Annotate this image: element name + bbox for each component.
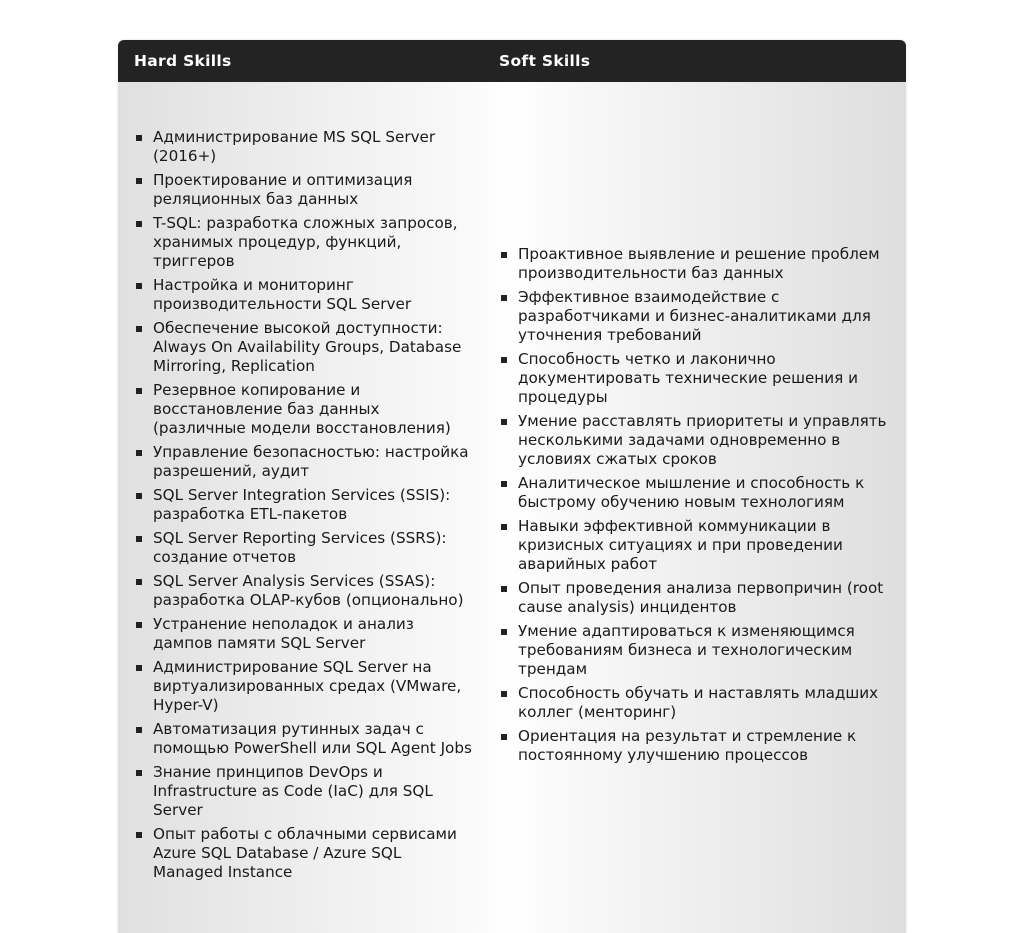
- list-item: Опыт работы с облачными сервисами Azure SQL Database / Azure SQL Managed Instance: [134, 825, 475, 882]
- list-item: Резервное копирование и восстановление баз данных (различные модели восстановления): [134, 381, 475, 438]
- list-item: Администрирование SQL Server на виртуализированных средах (VMware, Hyper-V): [134, 658, 475, 715]
- hard-skills-header: Hard Skills: [134, 52, 232, 70]
- list-item: Умение расставлять приоритеты и управлять несколькими задачами одновременно в условиях сжатых сроков: [499, 412, 894, 469]
- list-item: Способность обучать и наставлять младших коллег (менторинг): [499, 684, 894, 722]
- soft-skills-column: [483, 82, 906, 933]
- hard-skills-list: [134, 128, 475, 887]
- list-item: T-SQL: разработка сложных запросов, хранимых процедур, функций, триггеров: [134, 214, 475, 271]
- list-item: Настройка и мониторинг производительности SQL Server: [134, 276, 475, 314]
- list-item: Проектирование и оптимизация реляционных баз данных: [134, 171, 475, 209]
- list-item: Опыт проведения анализа первопричин (root cause analysis) инцидентов: [499, 579, 894, 617]
- list-item: Способность четко и лаконично документировать технические решения и процедуры: [499, 350, 894, 407]
- list-item: Аналитическое мышление и способность к быстрому обучению новым технологиям: [499, 474, 894, 512]
- list-item: SQL Server Analysis Services (SSAS): разработка OLAP-кубов (опционально): [134, 572, 475, 610]
- list-item: Управление безопасностью: настройка разрешений, аудит: [134, 443, 475, 481]
- list-item: SQL Server Reporting Services (SSRS): создание отчетов: [134, 529, 475, 567]
- list-item: Ориентация на результат и стремление к постоянному улучшению процессов: [499, 727, 894, 765]
- list-item: Администрирование MS SQL Server (2016+): [134, 128, 475, 166]
- soft-skills-header: Soft Skills: [499, 52, 591, 70]
- soft-skills-list: [499, 245, 894, 770]
- list-item: Устранение неполадок и анализ дампов памяти SQL Server: [134, 615, 475, 653]
- list-item: Проактивное выявление и решение проблем производительности баз данных: [499, 245, 894, 283]
- table-body: [118, 82, 906, 933]
- hard-skills-column: [118, 82, 483, 933]
- list-item: SQL Server Integration Services (SSIS): разработка ETL-пакетов: [134, 486, 475, 524]
- list-item: Знание принципов DevOps и Infrastructure as Code (IaC) для SQL Server: [134, 763, 475, 820]
- list-item: Обеспечение высокой доступности: Always On Availability Groups, Database Mirroring, Replication: [134, 319, 475, 376]
- table-header: [118, 40, 906, 82]
- list-item: Эффективное взаимодействие с разработчиками и бизнес-аналитиками для уточнения требований: [499, 288, 894, 345]
- list-item: Навыки эффективной коммуникации в кризисных ситуациях и при проведении аварийных работ: [499, 517, 894, 574]
- list-item: Умение адаптироваться к изменяющимся требованиям бизнеса и технологическим трендам: [499, 622, 894, 679]
- list-item: Автоматизация рутинных задач с помощью PowerShell или SQL Agent Jobs: [134, 720, 475, 758]
- skills-table: [118, 40, 906, 933]
